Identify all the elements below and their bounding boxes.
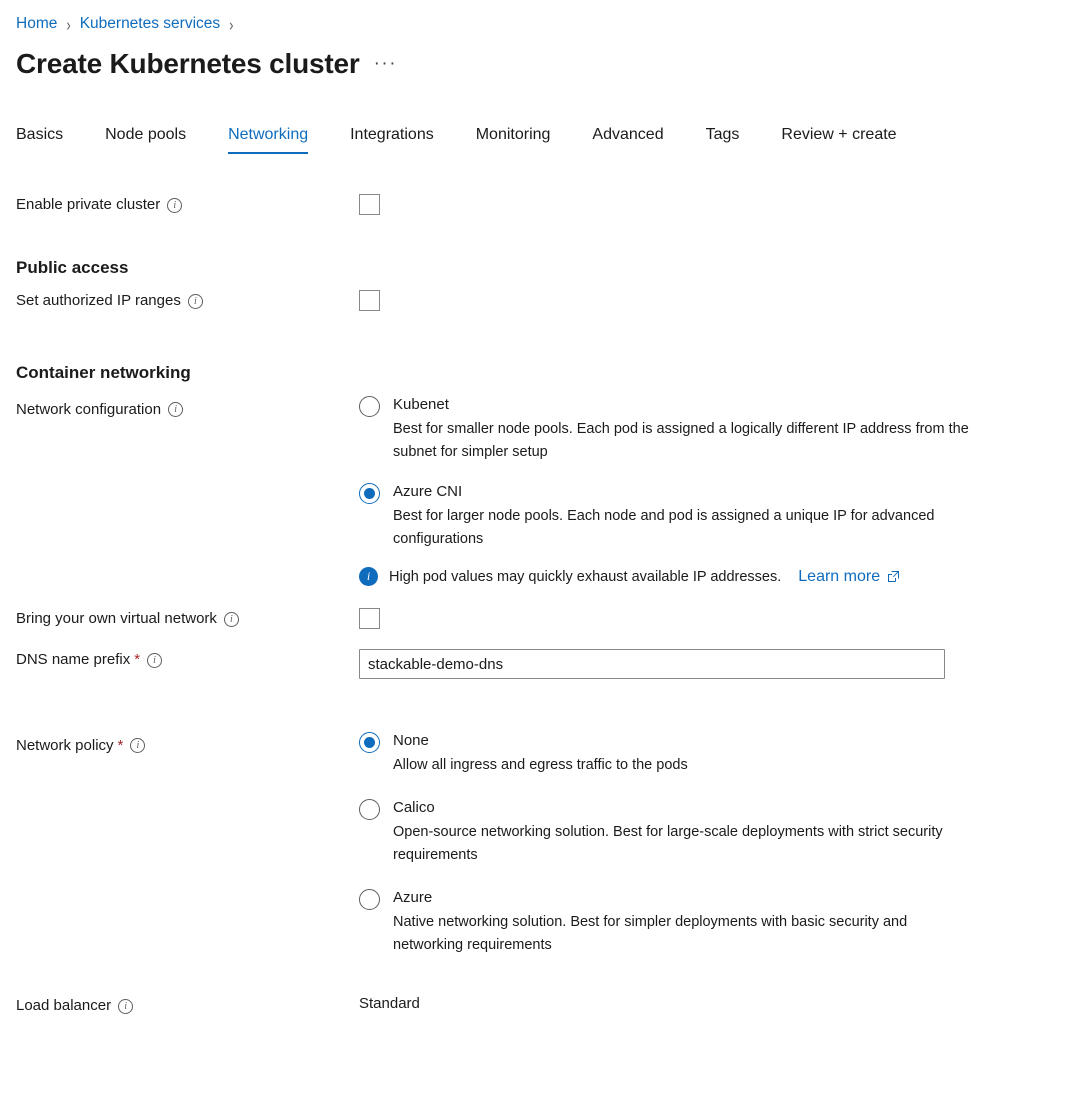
radio-item-calico[interactable] <box>359 798 1089 867</box>
info-icon-load-balancer[interactable]: i <box>118 999 133 1014</box>
row-dns-name-prefix <box>16 649 1089 679</box>
radio-calico-description: Open-source networking solution. Best for large-scale deployments with strict security requirements <box>393 824 943 863</box>
chevron-right-icon: › <box>66 13 71 35</box>
page-header <box>0 38 1089 88</box>
tab-networking[interactable]: Networking <box>228 126 308 154</box>
row-authorized-ip-ranges <box>16 290 1089 316</box>
radio-group-network-policy <box>359 731 1089 957</box>
info-icon-network-policy[interactable]: i <box>130 738 145 753</box>
section-container-networking-heading: Container networking <box>16 363 191 382</box>
label-dns-name-prefix <box>16 649 359 668</box>
info-circle-icon: i <box>359 567 378 586</box>
row-network-configuration <box>16 395 1089 586</box>
tab-basics[interactable]: Basics <box>16 126 64 143</box>
learn-more-link[interactable]: Learn more <box>798 567 881 585</box>
radio-azure-label: Azure <box>393 889 433 906</box>
field-authorized-ip-ranges <box>359 290 1089 316</box>
label-network-policy <box>16 731 359 754</box>
external-link-icon[interactable] <box>887 570 900 588</box>
label-network-policy-text: Network policy <box>16 737 114 754</box>
checkbox-authorized-ip-ranges[interactable] <box>359 290 380 311</box>
networking-form <box>0 194 1089 1014</box>
radio-calico-label: Calico <box>393 799 435 816</box>
more-options-icon[interactable]: ··· <box>373 53 398 74</box>
tab-integrations[interactable]: Integrations <box>350 126 434 143</box>
info-icon-network-configuration[interactable]: i <box>168 402 183 417</box>
breadcrumb-item-kubernetes-services[interactable]: Kubernetes services <box>79 15 221 32</box>
note-pod-values-text: High pod values may quickly exhaust available IP addresses. <box>389 568 782 585</box>
field-dns-name-prefix <box>359 649 1089 679</box>
tab-review-create[interactable]: Review + create <box>781 126 897 143</box>
row-network-policy <box>16 731 1089 961</box>
row-bring-your-own-vnet <box>16 608 1089 634</box>
radio-none-texts <box>393 731 688 777</box>
radio-kubenet-label: Kubenet <box>393 396 449 413</box>
tab-tags[interactable]: Tags <box>705 126 740 143</box>
radio-azure-description: Native networking solution. Best for simpler deployments with basic security and networking requirements <box>393 914 908 953</box>
field-bring-your-own-vnet <box>359 608 1089 634</box>
radio-none-description: Allow all ingress and egress traffic to the pods <box>393 757 688 773</box>
label-enable-private-cluster-text: Enable private cluster <box>16 196 161 213</box>
radio-calico[interactable] <box>359 799 380 820</box>
radio-azure-texts <box>393 888 973 957</box>
tab-advanced[interactable]: Advanced <box>592 126 664 143</box>
radio-group-network-configuration <box>359 395 1089 586</box>
info-icon-bring-your-own-vnet[interactable]: i <box>224 612 239 627</box>
radio-item-none[interactable] <box>359 731 1089 777</box>
label-load-balancer <box>16 995 359 1014</box>
label-dns-name-prefix-text: DNS name prefix <box>16 651 131 668</box>
field-enable-private-cluster <box>359 194 1089 220</box>
field-network-policy <box>359 731 1089 961</box>
info-icon-dns-name-prefix[interactable]: i <box>147 653 162 668</box>
radio-kubenet-texts <box>393 395 973 464</box>
dns-name-prefix-input[interactable] <box>359 649 945 679</box>
tab-bar <box>0 114 1089 154</box>
breadcrumb <box>0 0 1089 38</box>
info-icon-enable-private-cluster[interactable]: i <box>167 198 182 213</box>
label-authorized-ip-ranges <box>16 290 359 309</box>
checkbox-enable-private-cluster[interactable] <box>359 194 380 215</box>
field-network-configuration <box>359 395 1089 586</box>
field-load-balancer <box>359 995 1089 1013</box>
page-title: Create Kubernetes cluster <box>16 48 360 79</box>
label-network-configuration-text: Network configuration <box>16 401 162 418</box>
label-authorized-ip-ranges-text: Set authorized IP ranges <box>16 292 181 309</box>
note-pod-values <box>359 567 1089 586</box>
tab-node-pools[interactable]: Node pools <box>105 126 187 143</box>
radio-item-azure-cni[interactable] <box>359 482 1089 551</box>
row-enable-private-cluster <box>16 194 1089 220</box>
radio-azure-cni-texts <box>393 482 973 551</box>
chevron-right-icon-2: › <box>229 13 234 35</box>
radio-item-azure[interactable] <box>359 888 1089 957</box>
label-enable-private-cluster <box>16 194 359 213</box>
checkbox-bring-your-own-vnet[interactable] <box>359 608 380 629</box>
radio-kubenet-description: Best for smaller node pools. Each pod is assigned a logically different IP address from the subnet for simpler setup <box>393 421 969 460</box>
load-balancer-value: Standard <box>359 995 420 1012</box>
label-load-balancer-text: Load balancer <box>16 997 112 1014</box>
radio-kubenet[interactable] <box>359 396 380 417</box>
radio-none[interactable] <box>359 732 380 753</box>
radio-none-label: None <box>393 732 429 749</box>
label-bring-your-own-vnet <box>16 608 359 627</box>
section-public-access-heading: Public access <box>16 258 129 277</box>
label-bring-your-own-vnet-text: Bring your own virtual network <box>16 610 217 627</box>
radio-azure[interactable] <box>359 889 380 910</box>
row-load-balancer <box>16 995 1089 1014</box>
radio-azure-cni[interactable] <box>359 483 380 504</box>
required-asterisk-network-policy: * <box>117 737 124 754</box>
required-asterisk-dns: * <box>134 651 141 668</box>
radio-azure-cni-description: Best for larger node pools. Each node and pod is assigned a unique IP for advanced configurations <box>393 508 935 547</box>
info-icon-authorized-ip-ranges[interactable]: i <box>188 294 203 309</box>
radio-calico-texts <box>393 798 973 867</box>
breadcrumb-item-home[interactable]: Home <box>16 15 58 32</box>
radio-azure-cni-label: Azure CNI <box>393 483 463 500</box>
tab-monitoring[interactable]: Monitoring <box>475 126 551 143</box>
label-network-configuration <box>16 395 359 418</box>
radio-item-kubenet[interactable] <box>359 395 1089 464</box>
